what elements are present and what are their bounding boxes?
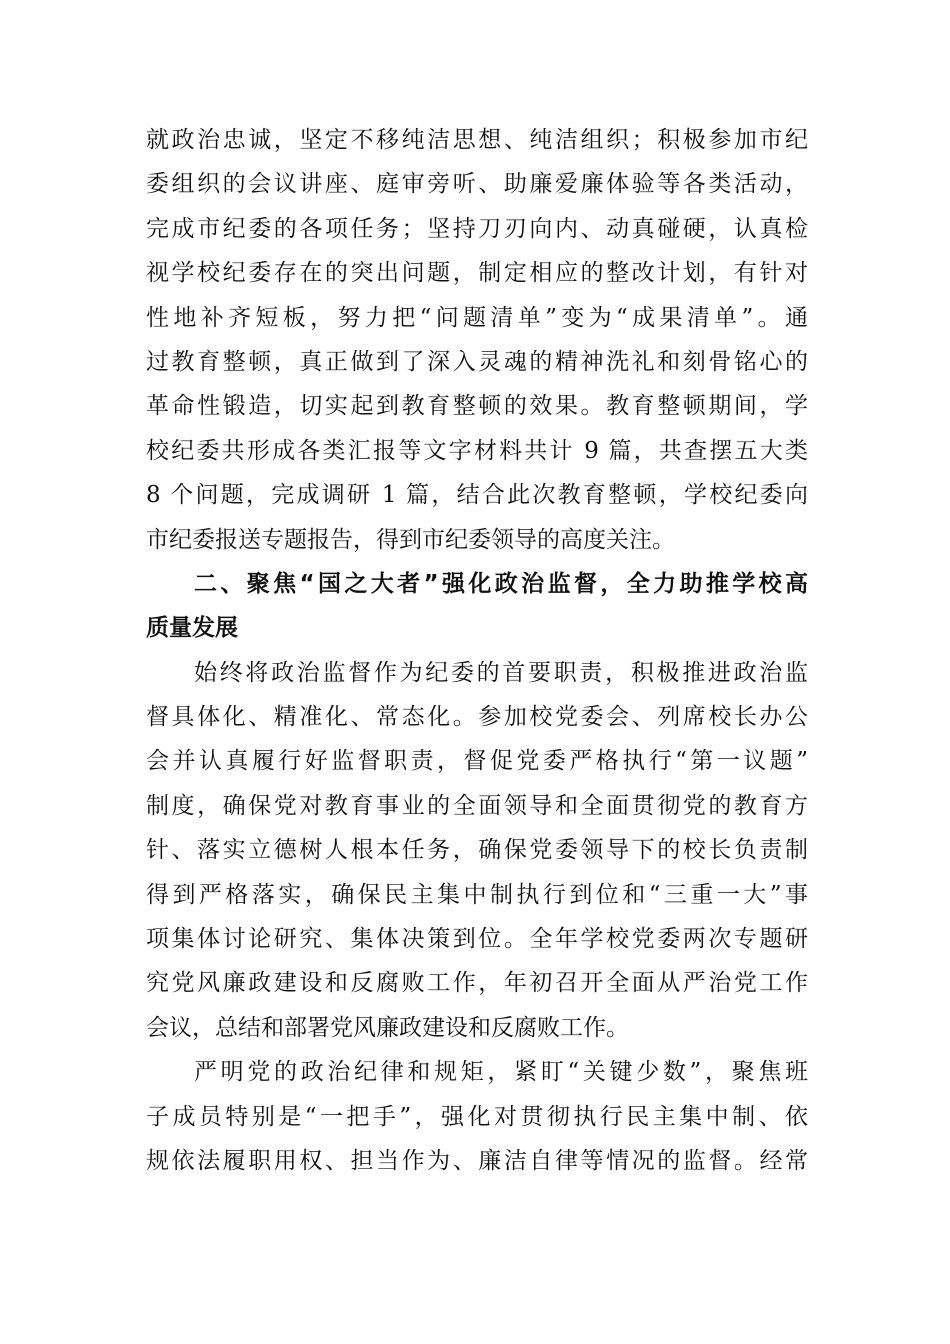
text-line: 得到严格落实，确保民主集中制执行到位和“三重一大”事 [146, 881, 808, 908]
text-line: 制度，确保党对教育事业的全面领导和全面贯彻党的教育方 [146, 792, 808, 819]
text-line: 严明党的政治纪律和规矩，紧盯“关键少数”，聚焦班 [194, 1059, 808, 1086]
heading-line: 二、聚焦“国之大者”强化政治监督，全力助推学校高 [194, 570, 808, 597]
paragraph-political-supervision [146, 651, 808, 1051]
text-line: 校纪委共形成各类汇报等文字材料共计 9 篇，共查摆五大类 [146, 437, 808, 464]
heading-line: 质量发展 [146, 615, 238, 642]
text-line: 规依法履职用权、担当作为、廉洁自律等情况的监督。经常 [146, 1147, 808, 1174]
document-page [146, 118, 808, 1183]
text-line: 视学校纪委存在的突出问题，制定相应的整改计划，有针对 [146, 260, 808, 287]
text-line: 完成市纪委的各项任务；坚持刀刃向内、动真碰硬，认真检 [146, 215, 808, 242]
text-line: 就政治忠诚，坚定不移纯洁思想、纯洁组织；积极参加市纪 [146, 127, 808, 153]
text-line: 委组织的会议讲座、庭审旁听、助廉爱廉体验等各类活动， [146, 171, 808, 198]
text-line: 性地补齐短板，努力把“问题清单”变为“成果清单”。通 [146, 304, 808, 331]
text-line: 项集体讨论研究、集体决策到位。全年学校党委两次专题研 [146, 926, 808, 953]
text-line: 会议，总结和部署党风廉政建设和反腐败工作。 [146, 1014, 629, 1041]
paragraph-political-discipline [146, 1050, 808, 1183]
paragraph-education-rectification [146, 118, 808, 562]
section-heading-political-supervision [146, 562, 808, 651]
text-line: 革命性锻造，切实起到教育整顿的效果。教育整顿期间，学 [146, 393, 808, 420]
text-line: 市纪委报送专题报告，得到市纪委领导的高度关注。 [146, 526, 675, 553]
text-line: 始终将政治监督作为纪委的首要职责，积极推进政治监 [194, 659, 808, 686]
text-line: 究党风廉政建设和反腐败工作，年初召开全面从严治党工作 [146, 970, 808, 997]
text-line: 子成员特别是“一把手”，强化对贯彻执行民主集中制、依 [146, 1103, 808, 1130]
text-line: 会并认真履行好监督职责，督促党委严格执行“第一议题” [146, 748, 808, 775]
text-line: 督具体化、精准化、常态化。参加校党委会、列席校长办公 [146, 704, 808, 731]
text-line: 8 个问题，完成调研 1 篇，结合此次教育整顿，学校纪委向 [146, 482, 808, 509]
text-line: 针、落实立德树人根本任务，确保党委领导下的校长负责制 [146, 837, 808, 864]
text-line: 过教育整顿，真正做到了深入灵魂的精神洗礼和刻骨铭心的 [146, 348, 808, 375]
